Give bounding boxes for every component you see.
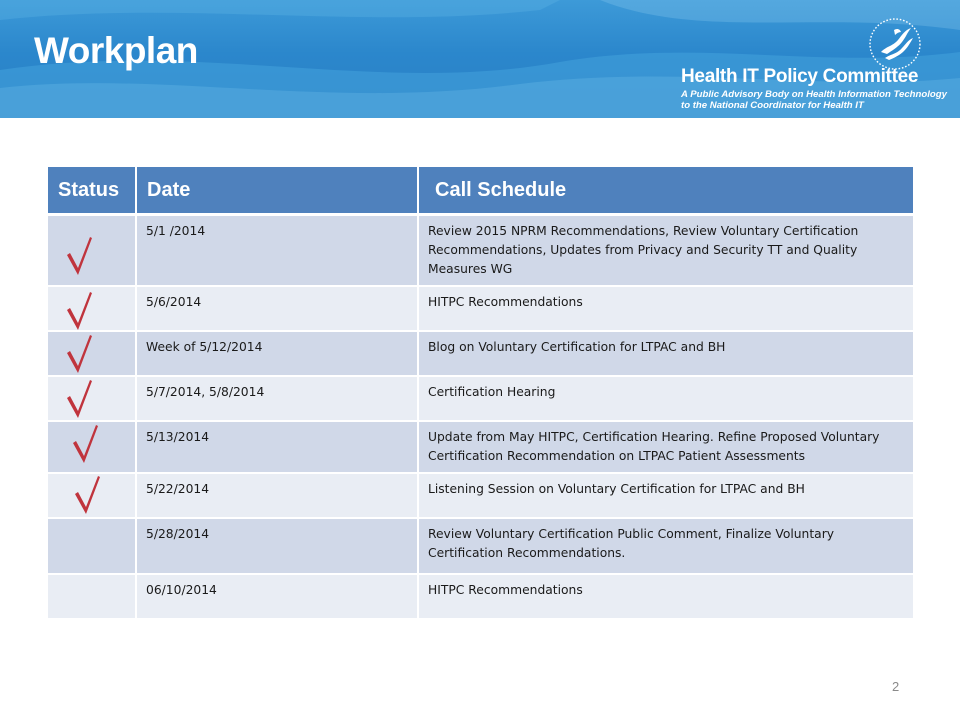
status-cell [48,574,136,619]
table-row [48,574,913,619]
header-call-schedule: Call Schedule [418,167,913,215]
schedule-cell: Review 2015 NPRM Recommendations, Review Voluntary Certification Recommendations, Updates from Privacy and Security TT and Quality Measures WG [418,215,913,287]
workplan-table [48,167,913,620]
schedule-cell: HITPC Recommendations [418,286,913,331]
checkmark-icon [72,425,98,463]
status-cell [48,331,136,376]
org-tagline-line2: to the National Coordinator for Health IT [681,100,864,111]
schedule-cell: HITPC Recommendations [418,574,913,619]
table-row [48,215,913,287]
status-cell [48,518,136,574]
header-date: Date [136,167,418,215]
table-header-row [48,167,913,215]
checkmark-icon [66,335,92,373]
schedule-cell: Certification Hearing [418,376,913,421]
schedule-cell: Listening Session on Voluntary Certification for LTPAC and BH [418,473,913,518]
status-cell [48,421,136,473]
date-cell: 5/6/2014 [136,286,418,331]
date-cell: 06/10/2014 [136,574,418,619]
org-tagline-line1: A Public Advisory Body on Health Information Technology [681,89,947,100]
status-cell [48,376,136,421]
date-cell: Week of 5/12/2014 [136,331,418,376]
header-status: Status [48,167,136,215]
slide-title: Workplan [34,30,198,71]
org-name: Health IT Policy Committee [681,66,919,87]
committee-logo [625,14,960,118]
schedule-cell: Blog on Voluntary Certification for LTPAC and BH [418,331,913,376]
status-cell [48,286,136,331]
table-row [48,376,913,421]
checkmark-icon [66,380,92,418]
checkmark-icon [66,237,92,275]
schedule-cell: Update from May HITPC, Certification Hearing. Refine Proposed Voluntary Certification Recommendation on LTPAC Patient Assessments [418,421,913,473]
checkmark-icon [66,292,92,330]
checkmark-icon [74,476,100,514]
date-cell: 5/7/2014, 5/8/2014 [136,376,418,421]
header-banner [0,0,960,118]
date-cell: 5/13/2014 [136,421,418,473]
table-row [48,286,913,331]
table-row [48,518,913,574]
date-cell: 5/1 /2014 [136,215,418,287]
page-number: 2 [892,679,900,694]
date-cell: 5/28/2014 [136,518,418,574]
table-row [48,473,913,518]
status-cell [48,473,136,518]
schedule-cell: Review Voluntary Certification Public Comment, Finalize Voluntary Certification Recommendations. [418,518,913,574]
org-tagline [681,89,947,111]
status-cell [48,215,136,287]
date-cell: 5/22/2014 [136,473,418,518]
hhs-eagle-icon [867,16,923,72]
table-row [48,421,913,473]
table-row [48,331,913,376]
